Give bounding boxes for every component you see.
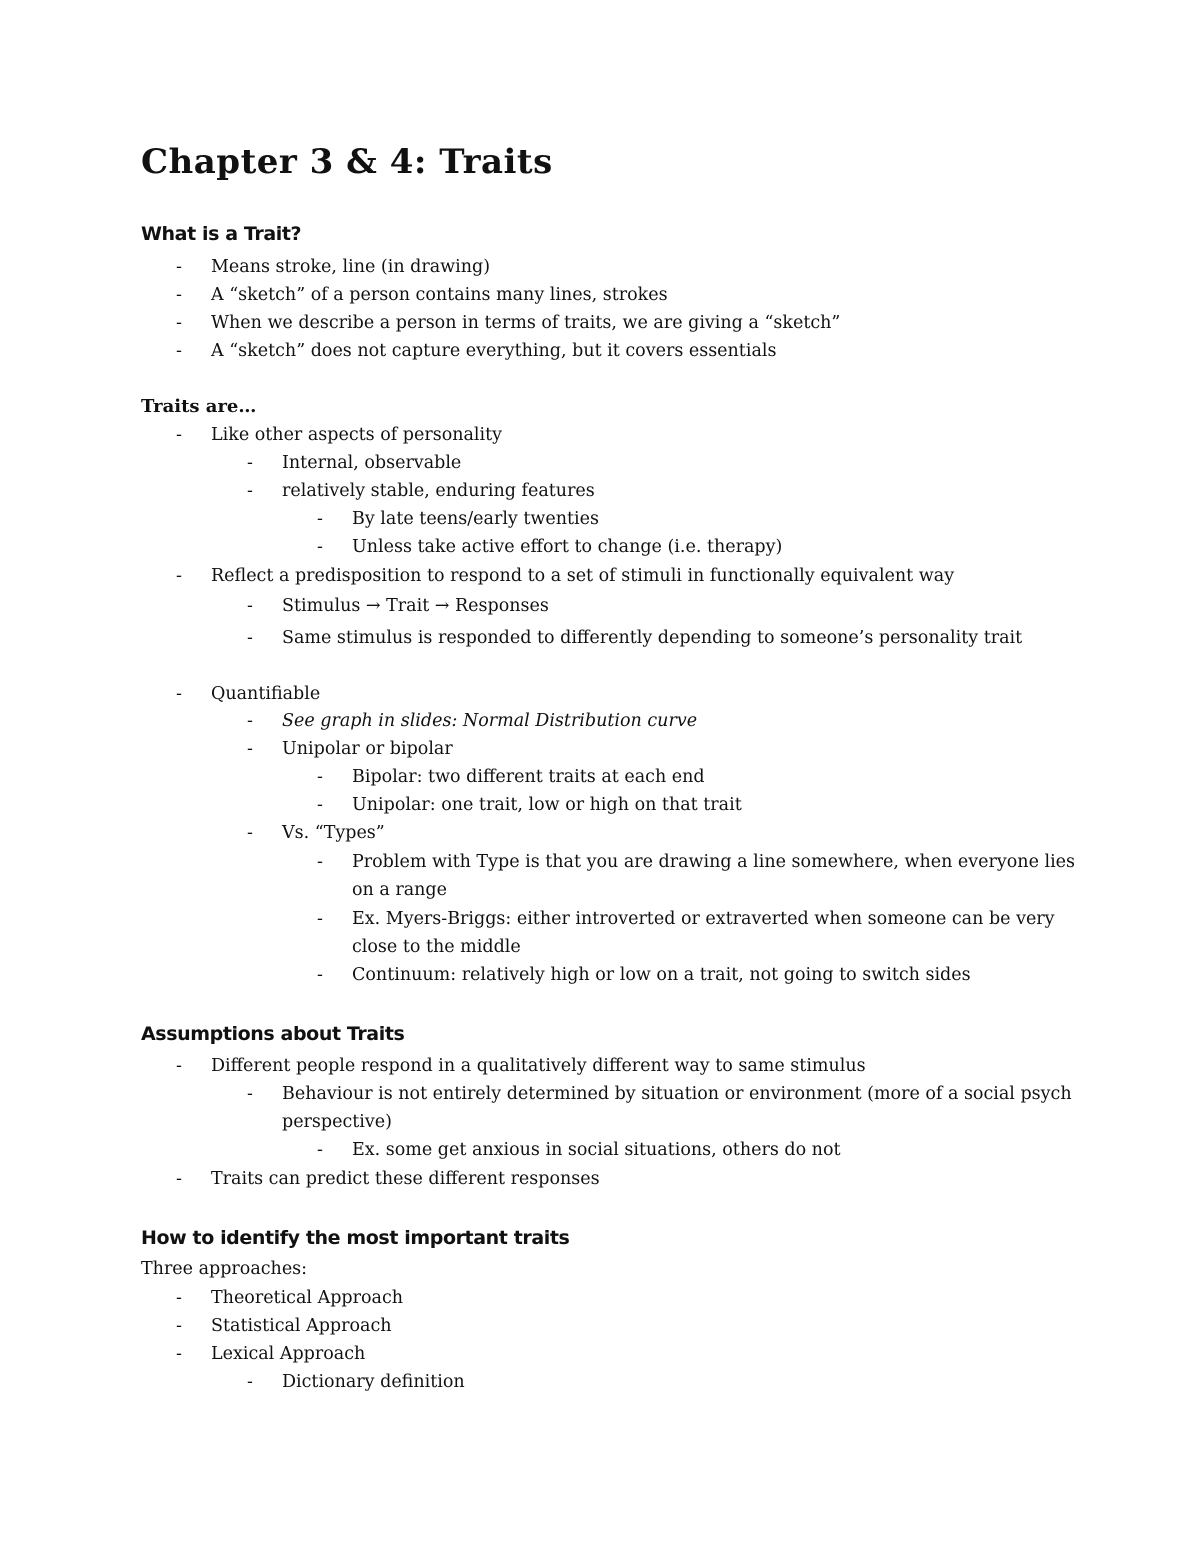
list-item — [247, 1080, 1077, 1136]
list-item-text: Behaviour is not entirely determined by situation or environment (more of a social psych perspective) — [282, 1084, 1072, 1132]
list-item — [176, 421, 1076, 449]
bullet-dash: - — [176, 285, 182, 305]
list-item — [317, 791, 1077, 819]
list-item — [247, 1368, 1077, 1396]
list-item-text: Stimulus → Trait → Responses — [282, 596, 549, 616]
list-item — [176, 1312, 1076, 1340]
list-item — [176, 1052, 1076, 1080]
bullet-dash: - — [247, 823, 253, 843]
list-item-text: Vs. “Types” — [282, 823, 385, 843]
list-item — [176, 680, 1076, 708]
bullet-dash: - — [247, 628, 253, 648]
list-item — [176, 309, 1076, 337]
list-item-text: See graph in slides: Normal Distribution curve — [282, 711, 698, 731]
list-item — [317, 905, 1077, 961]
list-item-text: Ex. Myers-Briggs: either introverted or extraverted when someone can be very close to the middle — [352, 909, 1055, 957]
list-item-text: Quantifiable — [211, 684, 321, 704]
list-item — [317, 848, 1077, 904]
page-title: Chapter 3 & 4: Traits — [141, 142, 553, 182]
list-item-text: Traits can predict these different responses — [211, 1169, 600, 1189]
bullet-dash: - — [247, 1372, 253, 1392]
list-item-text: Different people respond in a qualitatively different way to same stimulus — [211, 1056, 866, 1076]
list-item-text: Unipolar or bipolar — [282, 739, 453, 759]
list-item — [317, 533, 1077, 561]
bullet-dash: - — [176, 1169, 182, 1189]
list-item-text: When we describe a person in terms of traits, we are giving a “sketch” — [211, 313, 841, 333]
list-item-text: Lexical Approach — [211, 1344, 366, 1364]
list-item — [317, 505, 1077, 533]
bullet-dash: - — [317, 795, 323, 815]
bullet-dash: - — [176, 566, 182, 586]
bullet-dash: - — [176, 1316, 182, 1336]
bullet-dash: - — [176, 341, 182, 361]
bullet-dash: - — [247, 739, 253, 759]
list-item — [176, 253, 1076, 281]
bullet-dash: - — [176, 425, 182, 445]
list-item — [247, 707, 1077, 735]
list-item — [317, 1136, 1077, 1164]
list-item — [176, 1340, 1076, 1368]
section-heading-traits-are: Traits are… — [141, 396, 257, 417]
list-item-text: A “sketch” does not capture everything, but it covers essentials — [211, 341, 777, 361]
list-item-text: Unless take active effort to change (i.e. therapy) — [352, 537, 783, 557]
list-item — [247, 477, 1077, 505]
approaches-intro: Three approaches: — [141, 1259, 308, 1279]
list-item-text: Dictionary definition — [282, 1372, 465, 1392]
list-item — [247, 592, 1077, 620]
list-item — [247, 819, 1077, 847]
bullet-dash: - — [317, 509, 323, 529]
bullet-dash: - — [176, 313, 182, 333]
list-item — [247, 735, 1077, 763]
section-heading-how-to-identify: How to identify the most important traits — [141, 1227, 570, 1249]
bullet-dash: - — [247, 711, 253, 731]
list-item — [176, 1165, 1076, 1193]
bullet-dash: - — [247, 481, 253, 501]
bullet-dash: - — [317, 965, 323, 985]
list-item-text: Internal, observable — [282, 453, 462, 473]
list-item-text: Reflect a predisposition to respond to a set of stimuli in functionally equivalent way — [211, 566, 955, 586]
list-item-text: Ex. some get anxious in social situations, others do not — [352, 1140, 841, 1160]
bullet-dash: - — [176, 1288, 182, 1308]
list-item — [317, 961, 1077, 989]
list-item — [176, 562, 1076, 590]
section-heading-assumptions: Assumptions about Traits — [141, 1023, 405, 1045]
list-item-text: Unipolar: one trait, low or high on that trait — [352, 795, 742, 815]
list-item — [176, 1284, 1076, 1312]
list-item-text: Bipolar: two different traits at each end — [352, 767, 705, 787]
list-item — [247, 624, 1077, 652]
bullet-dash: - — [176, 1056, 182, 1076]
section-heading-what-is-a-trait: What is a Trait? — [141, 223, 302, 245]
list-item-text: Like other aspects of personality — [211, 425, 503, 445]
bullet-dash: - — [317, 537, 323, 557]
bullet-dash: - — [176, 257, 182, 277]
list-item — [247, 449, 1077, 477]
list-item — [317, 763, 1077, 791]
bullet-dash: - — [247, 1084, 253, 1104]
bullet-dash: - — [317, 852, 323, 872]
list-item — [176, 337, 1076, 365]
bullet-dash: - — [317, 1140, 323, 1160]
list-item-text: Problem with Type is that you are drawing a line somewhere, when everyone lies on a range — [352, 852, 1076, 900]
list-item-text: relatively stable, enduring features — [282, 481, 595, 501]
list-item — [176, 281, 1076, 309]
list-item-text: By late teens/early twenties — [352, 509, 599, 529]
list-item-text: Means stroke, line (in drawing) — [211, 257, 491, 277]
bullet-dash: - — [176, 684, 182, 704]
list-item-text: Same stimulus is responded to differently depending to someone’s personality trait — [282, 628, 1023, 648]
list-item-text: Statistical Approach — [211, 1316, 392, 1336]
bullet-dash: - — [317, 909, 323, 929]
bullet-dash: - — [317, 767, 323, 787]
bullet-dash: - — [247, 453, 253, 473]
list-item-text: Continuum: relatively high or low on a trait, not going to switch sides — [352, 965, 971, 985]
bullet-dash: - — [176, 1344, 182, 1364]
bullet-dash: - — [247, 596, 253, 616]
list-item-text: A “sketch” of a person contains many lines, strokes — [211, 285, 668, 305]
list-item-text: Theoretical Approach — [211, 1288, 404, 1308]
